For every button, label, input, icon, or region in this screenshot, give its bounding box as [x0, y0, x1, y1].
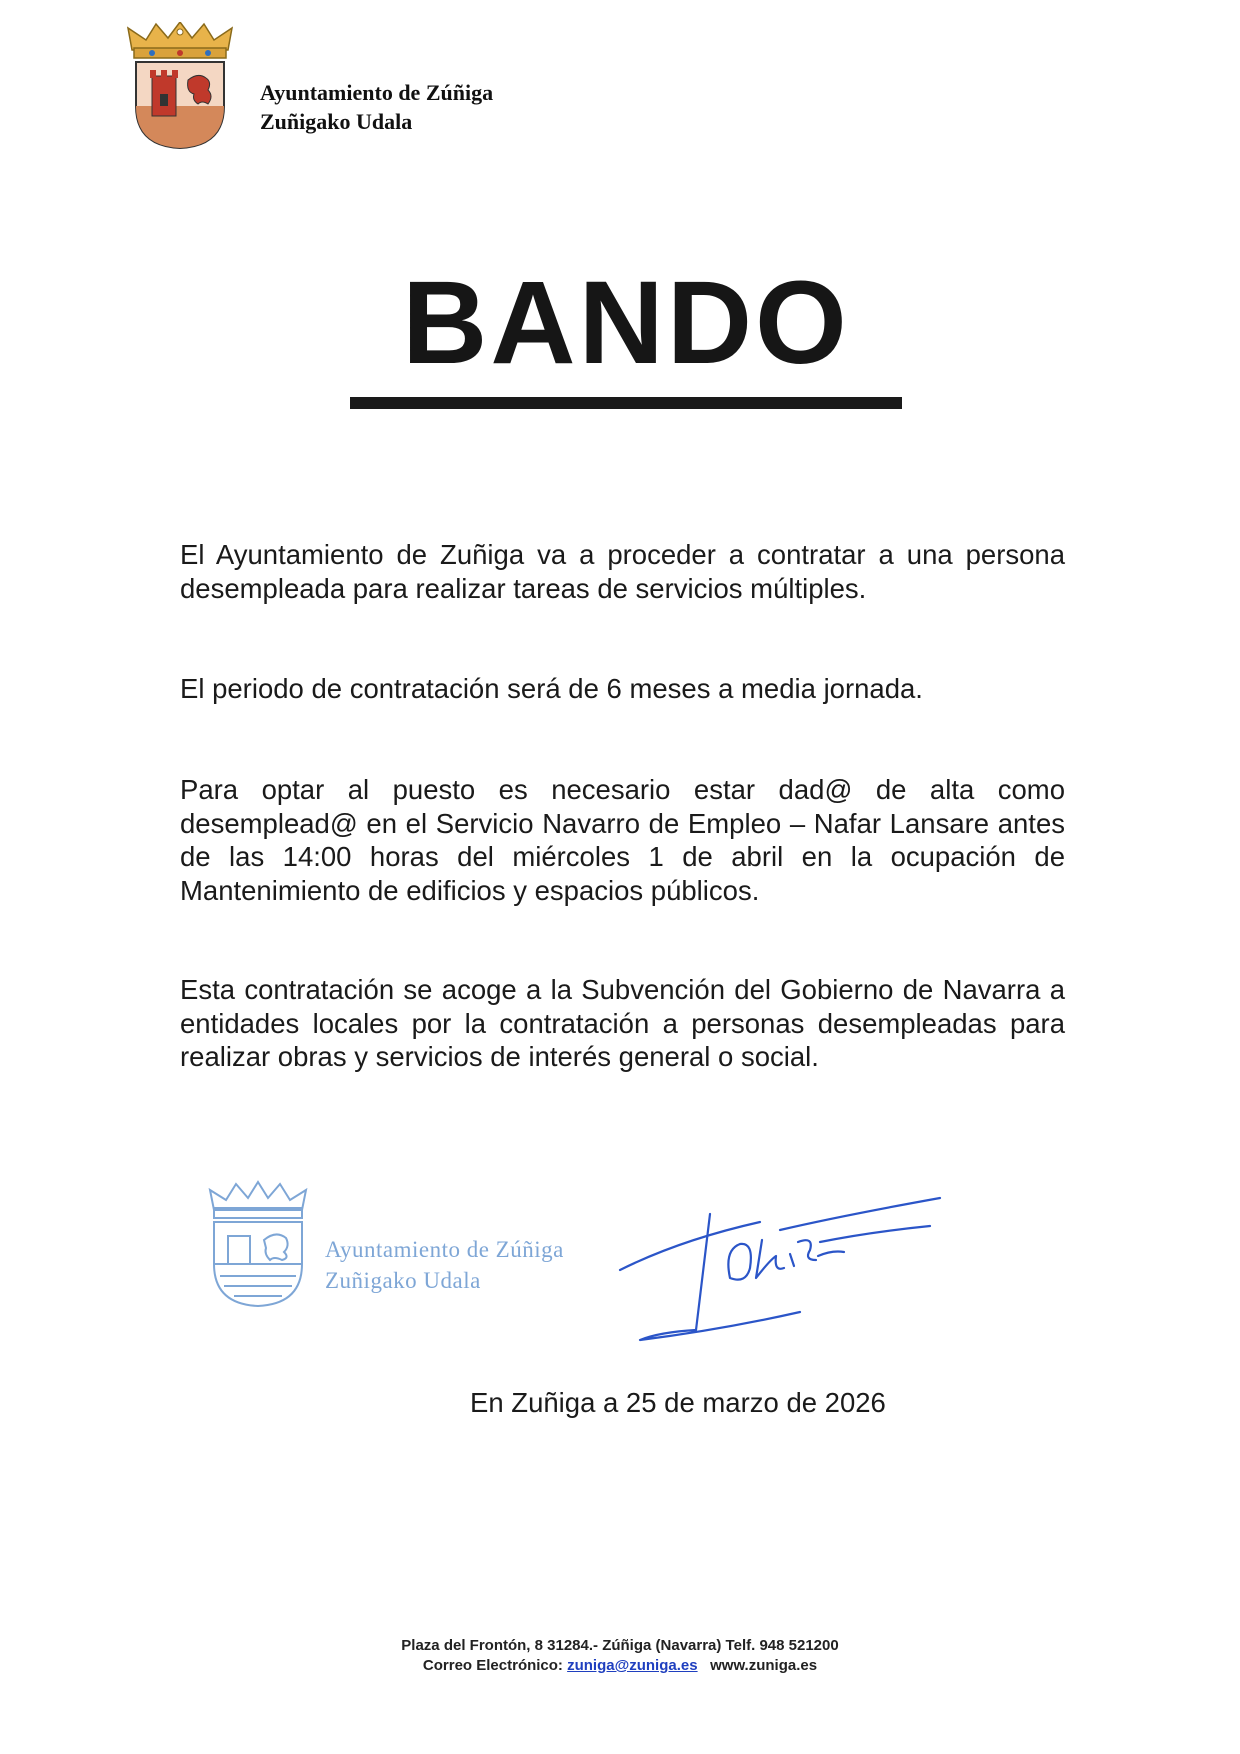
handwritten-signature [600, 1180, 960, 1360]
paragraph-announcement: El Ayuntamiento de Zuñiga va a proceder a contratar a una persona desempleada para realizar tareas de servicios múltiples. [180, 539, 1065, 604]
municipality-name-basque: Zuñigako Udala [260, 109, 413, 134]
municipality-name [260, 78, 493, 136]
official-stamp [200, 1180, 620, 1312]
footer-address: Plaza del Frontón, 8 31284.- Zúñiga (Navarra) Telf. 948 521200 [401, 1637, 839, 1654]
footer-email-label: Correo Electrónico: [422, 1657, 563, 1674]
municipality-name-spanish: Ayuntamiento de Zúñiga [260, 80, 494, 105]
crown-icon [128, 22, 232, 58]
title-underline [350, 397, 902, 409]
stamp-text [325, 1234, 564, 1296]
footer-contact [0, 1656, 1240, 1676]
stamp-line-spanish: Ayuntamiento de Zúñiga [325, 1237, 564, 1262]
stamp-line-basque: Zuñigako Udala [325, 1268, 481, 1293]
footer-website[interactable]: www.zuniga.es [710, 1657, 818, 1674]
stamp-coat-of-arms-icon [200, 1180, 315, 1310]
coat-of-arms-logo [122, 22, 238, 150]
date-line: En Zuñiga a 25 de marzo de 2026 [470, 1387, 886, 1418]
paragraph-requirements: Para optar al puesto es necesario estar dad@ de alta como desemplead@ en el Servicio Navarro de Empleo – Nafar Lansare antes de las 14:00 horas del miércoles 1 de abril en la ocupación de Mantenimiento de edificios y espacios públicos. [180, 774, 1065, 906]
document-title: BANDO [402, 257, 850, 389]
paragraph-subsidy: Esta contratación se acoge a la Subvención del Gobierno de Navarra a entidades locales por la contratación a personas desempleadas para realizar obras y servicios de interés general o social. [180, 974, 1065, 1072]
footer-email-link[interactable]: zuniga@zuniga.es [567, 1657, 698, 1674]
paragraph-contract-period: El periodo de contratación será de 6 meses a media jornada. [180, 673, 923, 704]
footer [0, 1636, 1240, 1676]
